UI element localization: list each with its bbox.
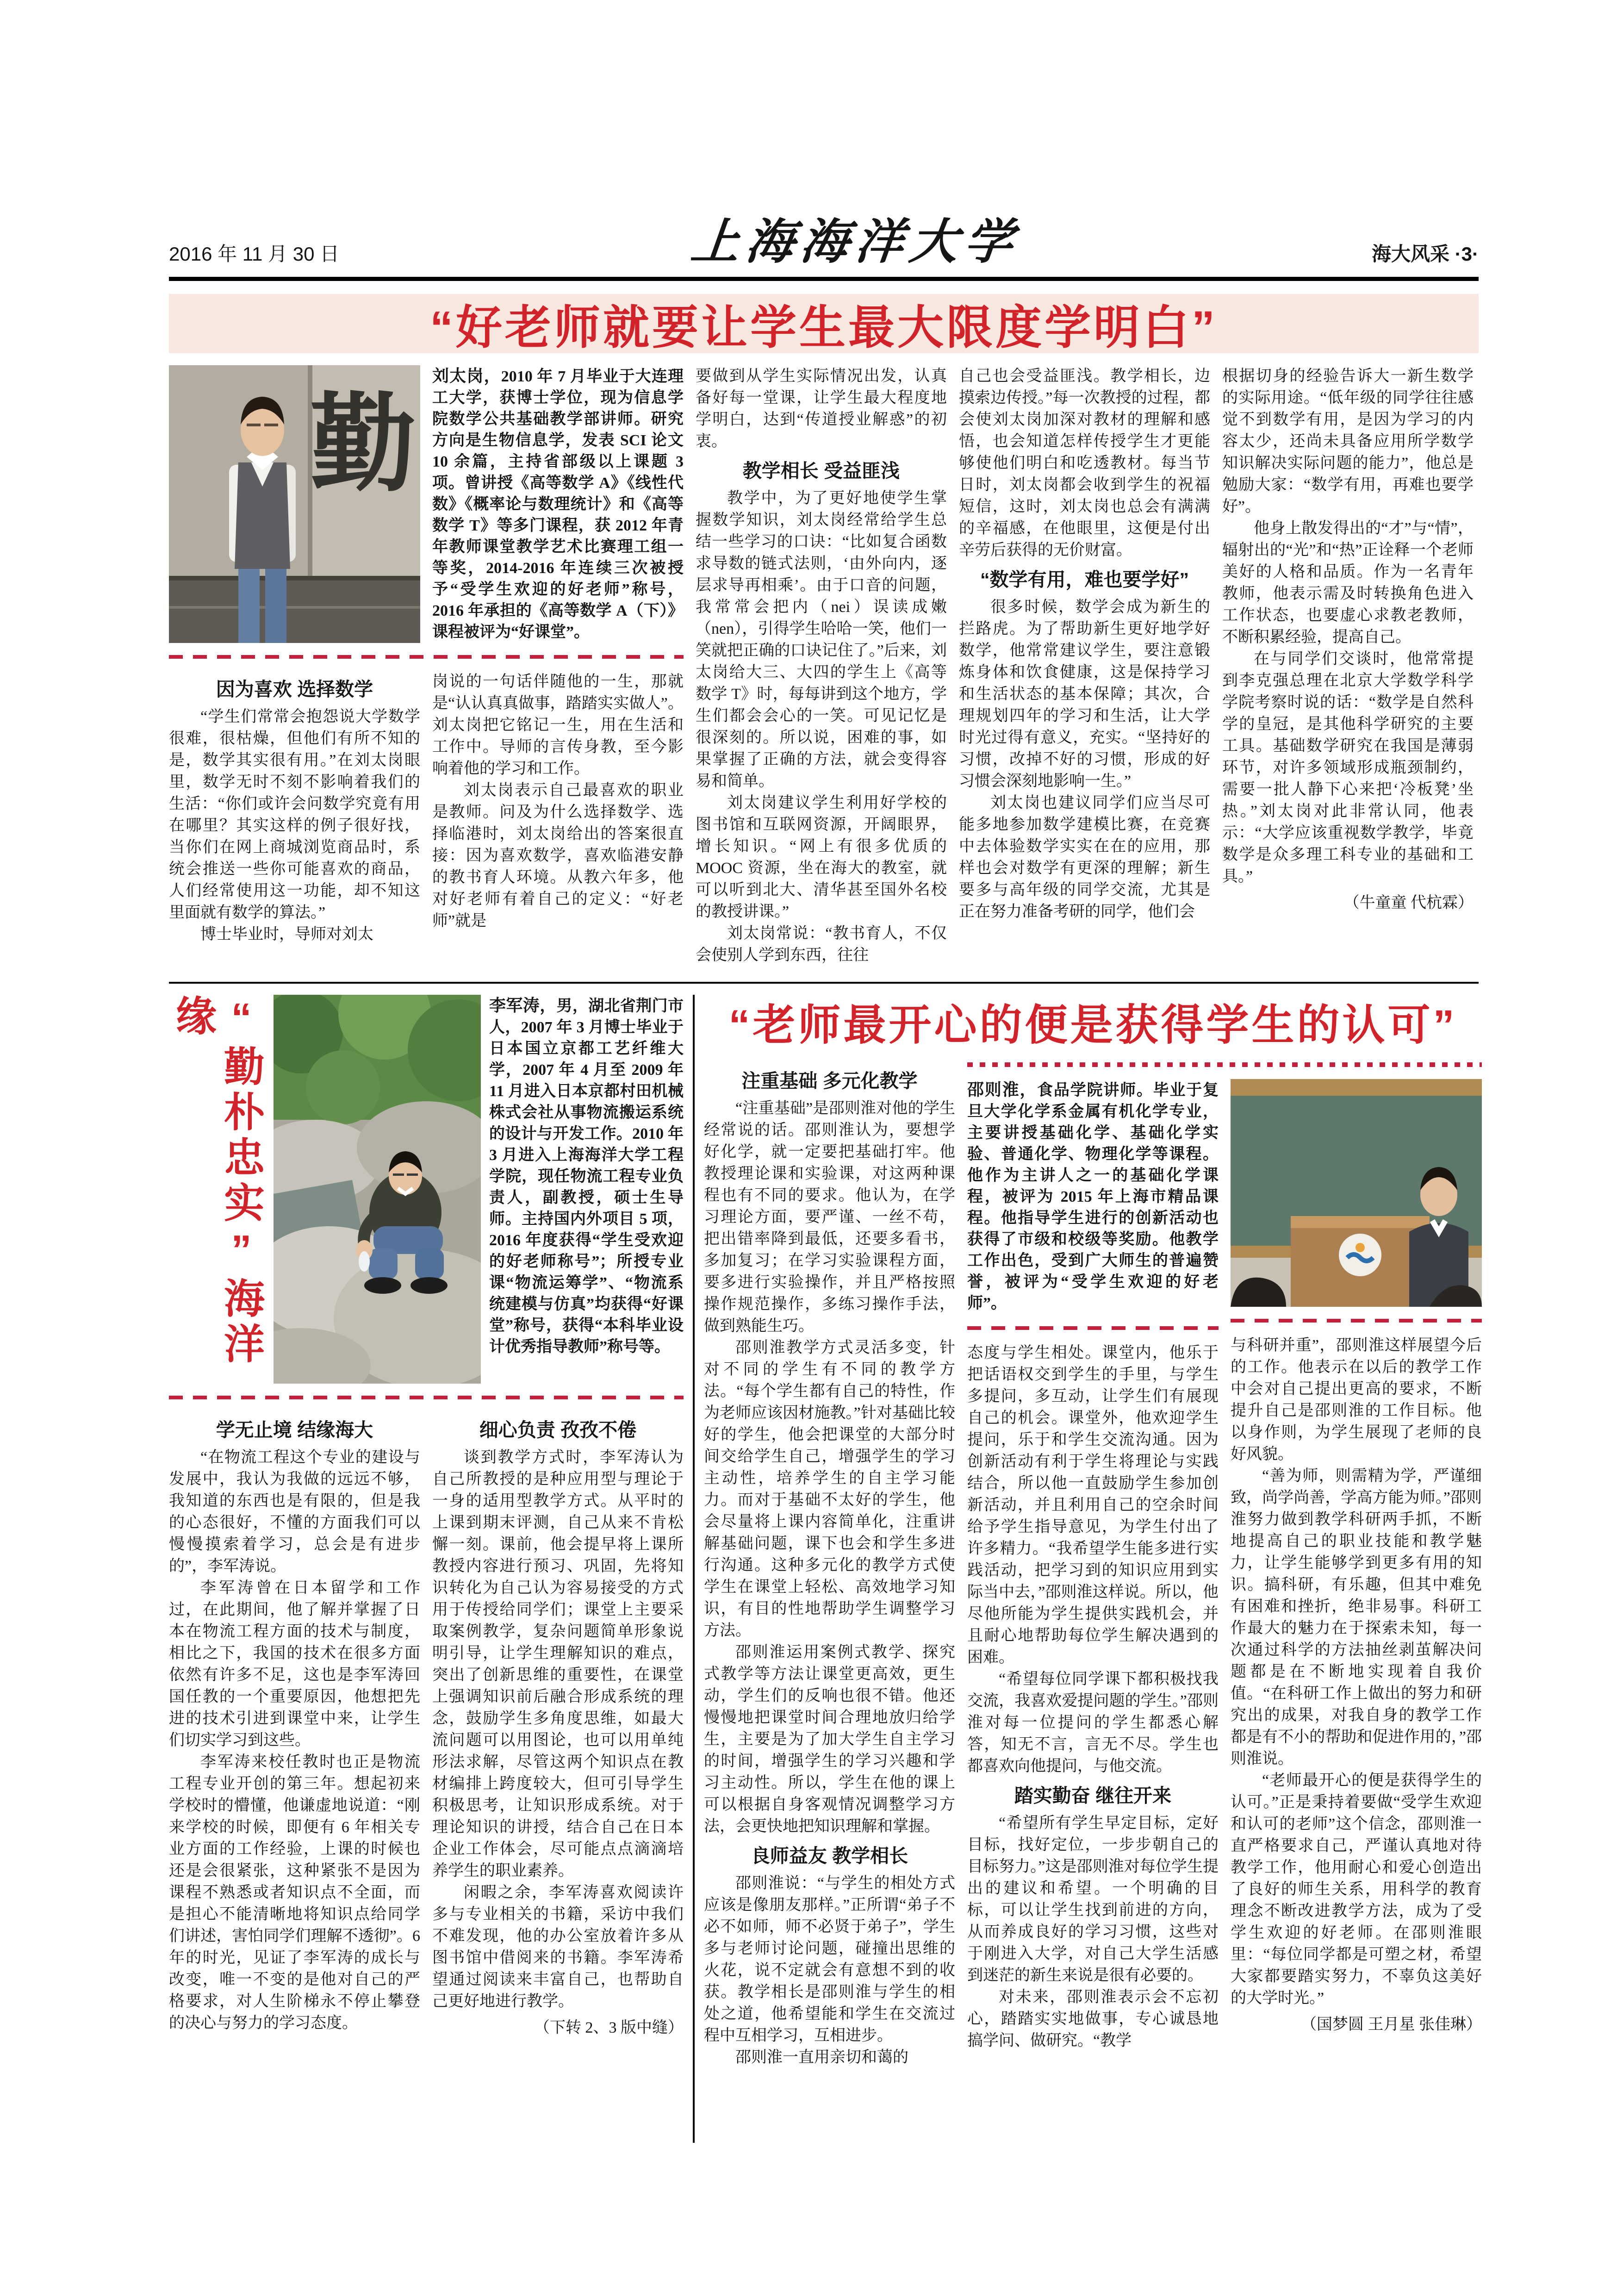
body-paragraph: 与科研并重”，邵则淮这样展望今后的工作。他表示在以后的教学工作中会对自己提出更高的要求，不断提升自己是邵则淮的工作目标。他以身作则，为学生展现了老师的良好风貌。 bbox=[1231, 1337, 1482, 1463]
body-paragraph: 刘太岗也建议同学们应当尽可能多地参加数学建模比赛，在竞赛中去体验数学实实在在的应用，那样也会对数学有更深的理解；新生要多与高年级的同学交流，尤其是正在努力准备考研的同学，他们会 bbox=[959, 794, 1210, 920]
red-dotted-divider bbox=[967, 1062, 1482, 1067]
article1-intro-name: 刘太岗， bbox=[432, 366, 501, 385]
article-credit: （牛童童 代杭霖） bbox=[1343, 894, 1474, 911]
article2-byline-name: 李军涛， bbox=[489, 996, 557, 1015]
column-subheading: 学无止境 结缘海大 bbox=[216, 1419, 373, 1441]
article-liu-taigang bbox=[169, 294, 1479, 966]
masthead-calligraphy: 上海海洋大学 bbox=[688, 213, 1022, 270]
article2-byline-text: 男，湖北省荆门市人，2007 年 3 月博士毕业于日本国立京都工艺纤维大学，2007 年 4 月至 2009 年 11 月进入日本京都村田机械株式会社从事物流搬运系统的设计与开发工作。2010 年 3 月进入上海海洋大学工程学院，现任物流工程专业负责人，副教授，硕士生导师。主持国内外项目 5 项，2016 年度获得“学生受欢迎的好老师称号”；所授专业课“物流运筹学”、“物流系统建模与仿真”均获得“好课堂”称号，获得“本科毕业设计优秀指导教师”称号等。 bbox=[489, 998, 684, 1355]
column-subheading: 踏实勤奋 继往开来 bbox=[1014, 1785, 1172, 1806]
body-paragraph: 邵则淮一直用亲切和蔼的 bbox=[735, 2049, 908, 2066]
body-paragraph: 闲暇之余，李军涛喜欢阅读许多与专业相关的书籍，采访中我们不难发现，他的办公室放着许多从图书馆中借阅来的书籍。李军涛希望通过阅读来丰富自己，也帮助自己更好地进行教学。 bbox=[432, 1884, 684, 2010]
body-paragraph: 对未来，邵则淮表示会不忘初心，踏踏实实地做事，专心诚恳地搞学问、做研究。“教学 bbox=[967, 1989, 1219, 2049]
body-paragraph: 刘太岗建议学生利用好学校的图书馆和互联网资源，开阔眼界，增长知识。“网上有很多优质的 MOOC 资源，坐在海大的教室，就可以听到北大、清华甚至国外名校的教授讲课。” bbox=[696, 794, 947, 920]
body-paragraph: 他身上散发得出的“才”与“情”，辐射出的“光”和“热”正诠释一个老师美好的人格和品质。作为一名青年教师，他表示需及时转换角色进入工作状态，也要虚心求教老教师，不断积累经验，提高自己。 bbox=[1222, 520, 1474, 646]
article2-column-1 bbox=[432, 1411, 684, 2039]
body-paragraph: “希望所有学生早定目标，定好目标，找好定位，一步步朝自己的目标努力。”这是邵则淮对每位学生提出的建议和希望。一个明确的目标，可以让学生找到前进的方向，从而养成良好的学习习惯，这些对于刚进入大学，对自己大学生活感到迷茫的新生来说是很有必要的。 bbox=[967, 1815, 1219, 1984]
body-paragraph: 博士毕业时，导师对刘太 bbox=[200, 926, 373, 943]
article3-bio-name: 邵则淮， bbox=[967, 1080, 1038, 1099]
body-paragraph: 自己也会受益匪浅。教学相长，边摸索边传授。”每一次教授的过程，都会使刘太岗加深对教材的理解和感悟，也会知道怎样传授学生才更能够使他们明白和吃透教材。每当节日时，刘太岗都会收到学生的祝福短信，这时，刘太岗也总会有满满的辛福感，在他眼里，这便是付出辛劳后获得的无价财富。 bbox=[959, 368, 1210, 559]
column-subheading: 教学相长 受益匪浅 bbox=[742, 460, 900, 481]
red-dashed-divider bbox=[967, 1326, 1219, 1330]
body-paragraph: 邵则淮运用案例式教学、探究式教学等方法让课堂更高效，更生动，学生们的反响也很不错。他还慢慢地把课堂时间合理地放归给学生，主要是为了加大学生自主学习的时间，增强学生的学习兴趣和学习主动性。所以，学生在他的课上可以根据自身客观情况调整学习方法，会更快地把知识理解和掌握。 bbox=[704, 1644, 955, 1835]
red-dashed-divider bbox=[169, 1396, 684, 1399]
stone-glyph-qin: 勤 bbox=[310, 381, 417, 506]
article3-column-c bbox=[1231, 1335, 1482, 2035]
article1-column-2 bbox=[696, 365, 947, 966]
red-dashed-divider bbox=[1231, 1319, 1482, 1323]
column-subheading: 良师益友 教学相长 bbox=[751, 1845, 908, 1866]
photo-shao-zehuai bbox=[1231, 1079, 1482, 1307]
article1-intro bbox=[432, 365, 684, 643]
header-rule bbox=[169, 277, 1479, 281]
article1-column-0 bbox=[169, 671, 420, 945]
body-paragraph: 李军涛来校任教时也正是物流工程专业开创的第三年。想起初来学校时的懵懂，他谦虚地说道：“刚来学校的时候，即便有 6 年相关专业方面的工作经验，上课的时候也还是会很紧张，这种紧张不是因为课程不熟悉或者知识点不全面，而是担心不能清晰地将知识点给同学们讲述，害怕同学们理解不透彻”。6 年的时光，见证了李军涛的成长与改变，唯一不变的是他对自己的严格要求，对人生阶梯永不停止攀登的决心与努力的学习态度。 bbox=[169, 1753, 420, 2032]
body-paragraph: 教学中，为了更好地使学生掌握数学知识，刘太岗经常给学生总结一些学习的口诀：“比如复合函数求导数的链式法则，‘由外向内，逐层求导再相乘’。由于口音的问题，我常常会把内（nei）误读成嫩（nen），引得学生哈哈一笑，他们一笑就把正确的口诀记住了。”后来，刘太岗给大三、大四的学生上《高等数学 T》时，每每讲到这个地方，学生们都会会心的一笑。可见记忆是很深刻的。所以说，困难的事，如果掌握了正确的方法，就会变得容易和简单。 bbox=[696, 490, 947, 790]
article1-column-4 bbox=[1222, 365, 1474, 914]
article3-headline: “老师最开心的便是获得学生的认可” bbox=[728, 1002, 1457, 1049]
article3-bio bbox=[967, 1079, 1219, 1314]
article2-vertical-title: “勤朴忠实”海洋缘 bbox=[170, 995, 264, 1368]
body-paragraph: 要做到从学生实际情况出发，认真备好每一堂课，让学生最大程度地学明白，达到“传道授业解惑”的初衷。 bbox=[696, 368, 947, 450]
red-dashed-divider bbox=[169, 655, 684, 659]
lectern bbox=[1291, 1216, 1430, 1307]
section-divider-rule bbox=[169, 982, 1479, 984]
body-paragraph: 刘太岗表示自己最喜欢的职业是教师。问及为什么选择数学、选择临港时，刘太岗给出的答案很直接：因为喜欢数学，喜欢临港安静的教书育人环境。从教六年多，他对好老师有着自己的定义：“好老师”就是 bbox=[432, 782, 684, 930]
body-paragraph: 在与同学们交谈时，他常常提到李克强总理在北京大学数学科学学院考察时说的话：“数学是自然科学的皇冠，是其他科学研究的主要工具。基础数学研究在我国是薄弱环节，对许多领域形成瓶颈制约，需要一批人静下心来把‘冷板凳’坐热。”刘太岗对此非常认同，他表示：“大学应该重视数学教学，毕竟数学是众多理工科专业的基础和工具。” bbox=[1222, 650, 1474, 885]
article-li-juntao bbox=[169, 995, 684, 2039]
body-paragraph: 邵则淮教学方式灵活多变，针对不同的学生有不同的教学方法。“每个学生都有自己的特性，作为老师应该因材施教。”针对基础比较好的学生，他会把课堂的大部分时间交给学生自己，增强学生的学习主动性，培养学生的自主学习能力。而对于基础不太好的学生，他会尽量将上课内容简单化，注重讲解基础问题，课下也会和学生多进行沟通。这种多元化的教学方式使学生在课堂上轻松、高效地学习知识，有目的性地帮助学生调整学习方法。 bbox=[704, 1339, 955, 1639]
article3-bio-text: 食品学院讲师。毕业于复旦大学化学系金属有机化学专业，主要讲授基础化学、基础化学实验、普通化学、物理化学等课程。他作为主讲人之一的基础化学课程，被评为 2015 年上海市精品课程。他指导学生进行的创新活动也获得了市级和校级等奖励。他教学工作出色，受到广大师生的普遍赞誉，被评为“受学生欢迎的好老师”。 bbox=[967, 1082, 1219, 1312]
column-subheading: 因为喜欢 选择数学 bbox=[216, 679, 373, 700]
article-credit: （下转 2、3 版中缝） bbox=[534, 2019, 684, 2036]
article-shao-zehuai bbox=[704, 995, 1482, 2068]
column-subheading: 细心负责 孜孜不倦 bbox=[479, 1419, 637, 1441]
vertical-column-rule bbox=[693, 995, 695, 2143]
photo-li-juntao bbox=[274, 995, 481, 1384]
issue-date: 2016 年 11 月 30 日 bbox=[169, 243, 340, 265]
headline-band bbox=[169, 294, 1479, 353]
photo-li-juntao-illustration bbox=[274, 995, 481, 1384]
photo-shao-zehuai-illustration bbox=[1231, 1079, 1482, 1307]
body-paragraph: 岗说的一句话伴随他的一生，那就是“认认真真做事，踏踏实实做人”。刘太岗把它铭记一生，用在生活和工作中。导师的言传身教，至今影响着他的学习和工作。 bbox=[432, 673, 684, 777]
body-paragraph: 谈到教学方式时，李军涛认为自己所教授的是种应用型与理论于一身的适用型教学方式。从平时的上课到期末评测，自己从来不肯松懈一刻。课前，他会提早将上课所教授内容进行预习、巩固，先将知识转化为自己认为容易接受的方式用于传授给同学们；课堂上主要采取案例教学，复杂问题简单形象说明引导，让学生理解知识的难点，突出了创新思维的重要性，在课堂上强调知识前后融合形成系统的理念，鼓励学生多角度思维，如最大流问题可以用图论，也可以用单纯形法求解，尽管这两个知识点在教材编排上跨度较大，但可引导学生积极思考，让知识形成系统。对于理论知识的讲授，结合自己在日本企业工作体会，尽可能点点滴滴培养学生的职业素养。 bbox=[432, 1449, 684, 1879]
body-paragraph: 邵则淮说：“与学生的相处方式应该是像朋友那样。”正所谓“弟子不必不如师，师不必贤于弟子”，学生多与老师讨论问题，碰撞出思维的火花，说不定就会有意想不到的收获。教学相长是邵则淮与学生的相处之道，他希望能和学生在交流过程中互相学习，互相进步。 bbox=[704, 1875, 955, 2044]
body-paragraph: 态度与学生相处。课堂内，他乐于把话语权交到学生的手里，与学生多提问，多互动，让学生们有展现自己的机会。课堂外，他欢迎学生提问，乐于和学生交流沟通。因为创新活动有利于学生将理论与实践结合，所以他一直鼓励学生参加创新活动，并且利用自己的空余时间给予学生指导意见，为学生付出了许多精力。“我希望学生能多进行实践活动，把学习到的知识应用到实际当中去，”邵则淮这样说。所以，他尽他所能为学生提供实践机会，并且耐心地帮助每位学生解决遇到的困难。 bbox=[967, 1344, 1219, 1666]
article1-headline: “好老师就要让学生最大限度学明白” bbox=[430, 302, 1218, 354]
body-paragraph: 根据切身的经验告诉大一新生数学的实际用途。“低年级的同学往往感觉不到数学有用，是因为学习的内容太少，还尚未具备应用所学数学知识解决实际问题的能力”，他总是勉励大家：“数学有用，再难也要学好”。 bbox=[1222, 368, 1474, 515]
photo-liu-taigang-illustration bbox=[169, 365, 420, 643]
column-subheading: 注重基础 多元化教学 bbox=[741, 1070, 918, 1092]
article1-intro-text: 2010 年 7 月毕业于大连理工大学，获博士学位，现为信息学院数学公共基础教学部讲师。研究方向是生物信息学，发表 SCI 论文 10 余篇，主持省部级以上课题 3 项。曾讲授《高等数学 A》《线性代数》《概率论与数理统计》和《高等数学 T》等多门课程，获 2012 年青年教师课堂教学艺术比赛理工组一等奖，2014-2016 年连续三次被授予“受学生欢迎的好老师”称号，2016 年承担的《高等数学 A（下）》课程被评为“好课堂”。 bbox=[432, 368, 684, 641]
article1-column-1 bbox=[432, 671, 684, 945]
article-credit: （国梦圆 王月星 张佳琳） bbox=[1301, 2016, 1482, 2033]
body-paragraph: “善为师，则需精为学，严谨细致，尚学尚善，学高方能为师。”邵则淮努力做到教学科研两手抓，不断地提高自己的职业技能和教学魅力，让学生能够学到更多有用的知识。搞科研，有乐趣，但其中难免有困难和挫折，绝非易事。科研工作最大的魅力在于探索未知，每一次通过科学的方法抽丝剥茧解决问题都是在不断地实现着自我价值。“在科研工作上做出的努力和研究出的成果，对我自身的教学工作都是有不小的帮助和促进作用的，”邵则淮说。 bbox=[1231, 1467, 1482, 1767]
column-subheading: “数学有用，难也要学好” bbox=[980, 569, 1189, 590]
body-paragraph: “注重基础”是邵则淮对他的学生经常说的话。邵则淮认为，要想学好化学，就一定要把基础打牢。他教授理论课和实验课，对这两种课程也有不同的要求。他认为，在学习理论方面，要严谨、一丝不苟，把出错率降到最低，还要多看书，多加复习；在学习实验课程方面，要多进行实验操作，并且严格按照操作规范操作，多练习操作手法，做到熟能生巧。 bbox=[704, 1100, 955, 1335]
body-paragraph: “学生们常常会抱怨说大学数学很难，很枯燥，但他们有所不知的是，数学其实很有用。”在刘太岗眼里，数学无时不刻不影响着我们的生活：“你们或许会问数学究竟有用在哪里？其实这样的例子很好找，当你们在网上商城浏览商品时，系统会推送一些你可能喜欢的商品，人们经常使用这一功能，却不知这里面就有数学的算法。” bbox=[169, 708, 420, 921]
article2-column-0 bbox=[169, 1411, 420, 2039]
article3-column-b bbox=[967, 1342, 1219, 2052]
section-page-number: 海大风采 ·3· bbox=[1371, 243, 1479, 265]
body-paragraph: 很多时候，数学会成为新生的拦路虎。为了帮助新生更好地学好数学，他常常建议学生，要注意锻炼身体和饮食健康，这是保持学习和生活状态的基本保障；其次，合理规划四年的学习和生活，让大学时光过得有意义，充实。“坚持好的习惯，改掉不好的习惯，形成的好习惯会深刻地影响一生。” bbox=[959, 599, 1210, 790]
photo-liu-taigang bbox=[169, 365, 420, 643]
body-paragraph: “在物流工程这个专业的建设与发展中，我认为我做的远远不够，我知道的东西也是有限的，但是我的心态很好，不懂的方面我们可以慢慢摸索着学习，总会是有进步的”，李军涛说。 bbox=[169, 1449, 420, 1575]
page-header bbox=[169, 204, 1479, 273]
article1-column-3 bbox=[959, 365, 1210, 923]
body-paragraph: “老师最开心的便是获得学生的认可。”正是秉持着要做“受学生欢迎和认可的老师”这个信念，邵则淮一直严格要求自己，严谨认真地对待教学工作，他用耐心和爱心创造出了良好的师生关系，用科学的教育理念不断改进教学方法，成为了受学生欢迎的好老师。在邵则淮眼里：“每位同学都是可塑之材，希望大家都要踏实努力，不辜负这美好的大学时光。” bbox=[1231, 1772, 1482, 2007]
article3-column-a bbox=[704, 1062, 955, 2068]
body-paragraph: 刘太岗常说：“教书育人，不仅会使别人学到东西，往往 bbox=[696, 925, 947, 964]
body-paragraph: 李军涛曾在日本留学和工作过，在此期间，他了解并掌握了日本在物流工程方面的技术与制度，相比之下，我国的技术在很多方面依然有许多不足，这也是李军涛回国任教的一个重要原因，他想把先进的技术引进到课堂中来，让学生们切实学习到这些。 bbox=[169, 1579, 420, 1749]
article2-byline bbox=[489, 995, 684, 1384]
body-paragraph: “希望每位同学课下都积极找我交流，我喜欢爱提问题的学生。”邵则淮对每一位提问的学生都悉心解答，知无不言，言无不尽。学生也都喜欢向他提问，与他交流。 bbox=[967, 1671, 1219, 1775]
